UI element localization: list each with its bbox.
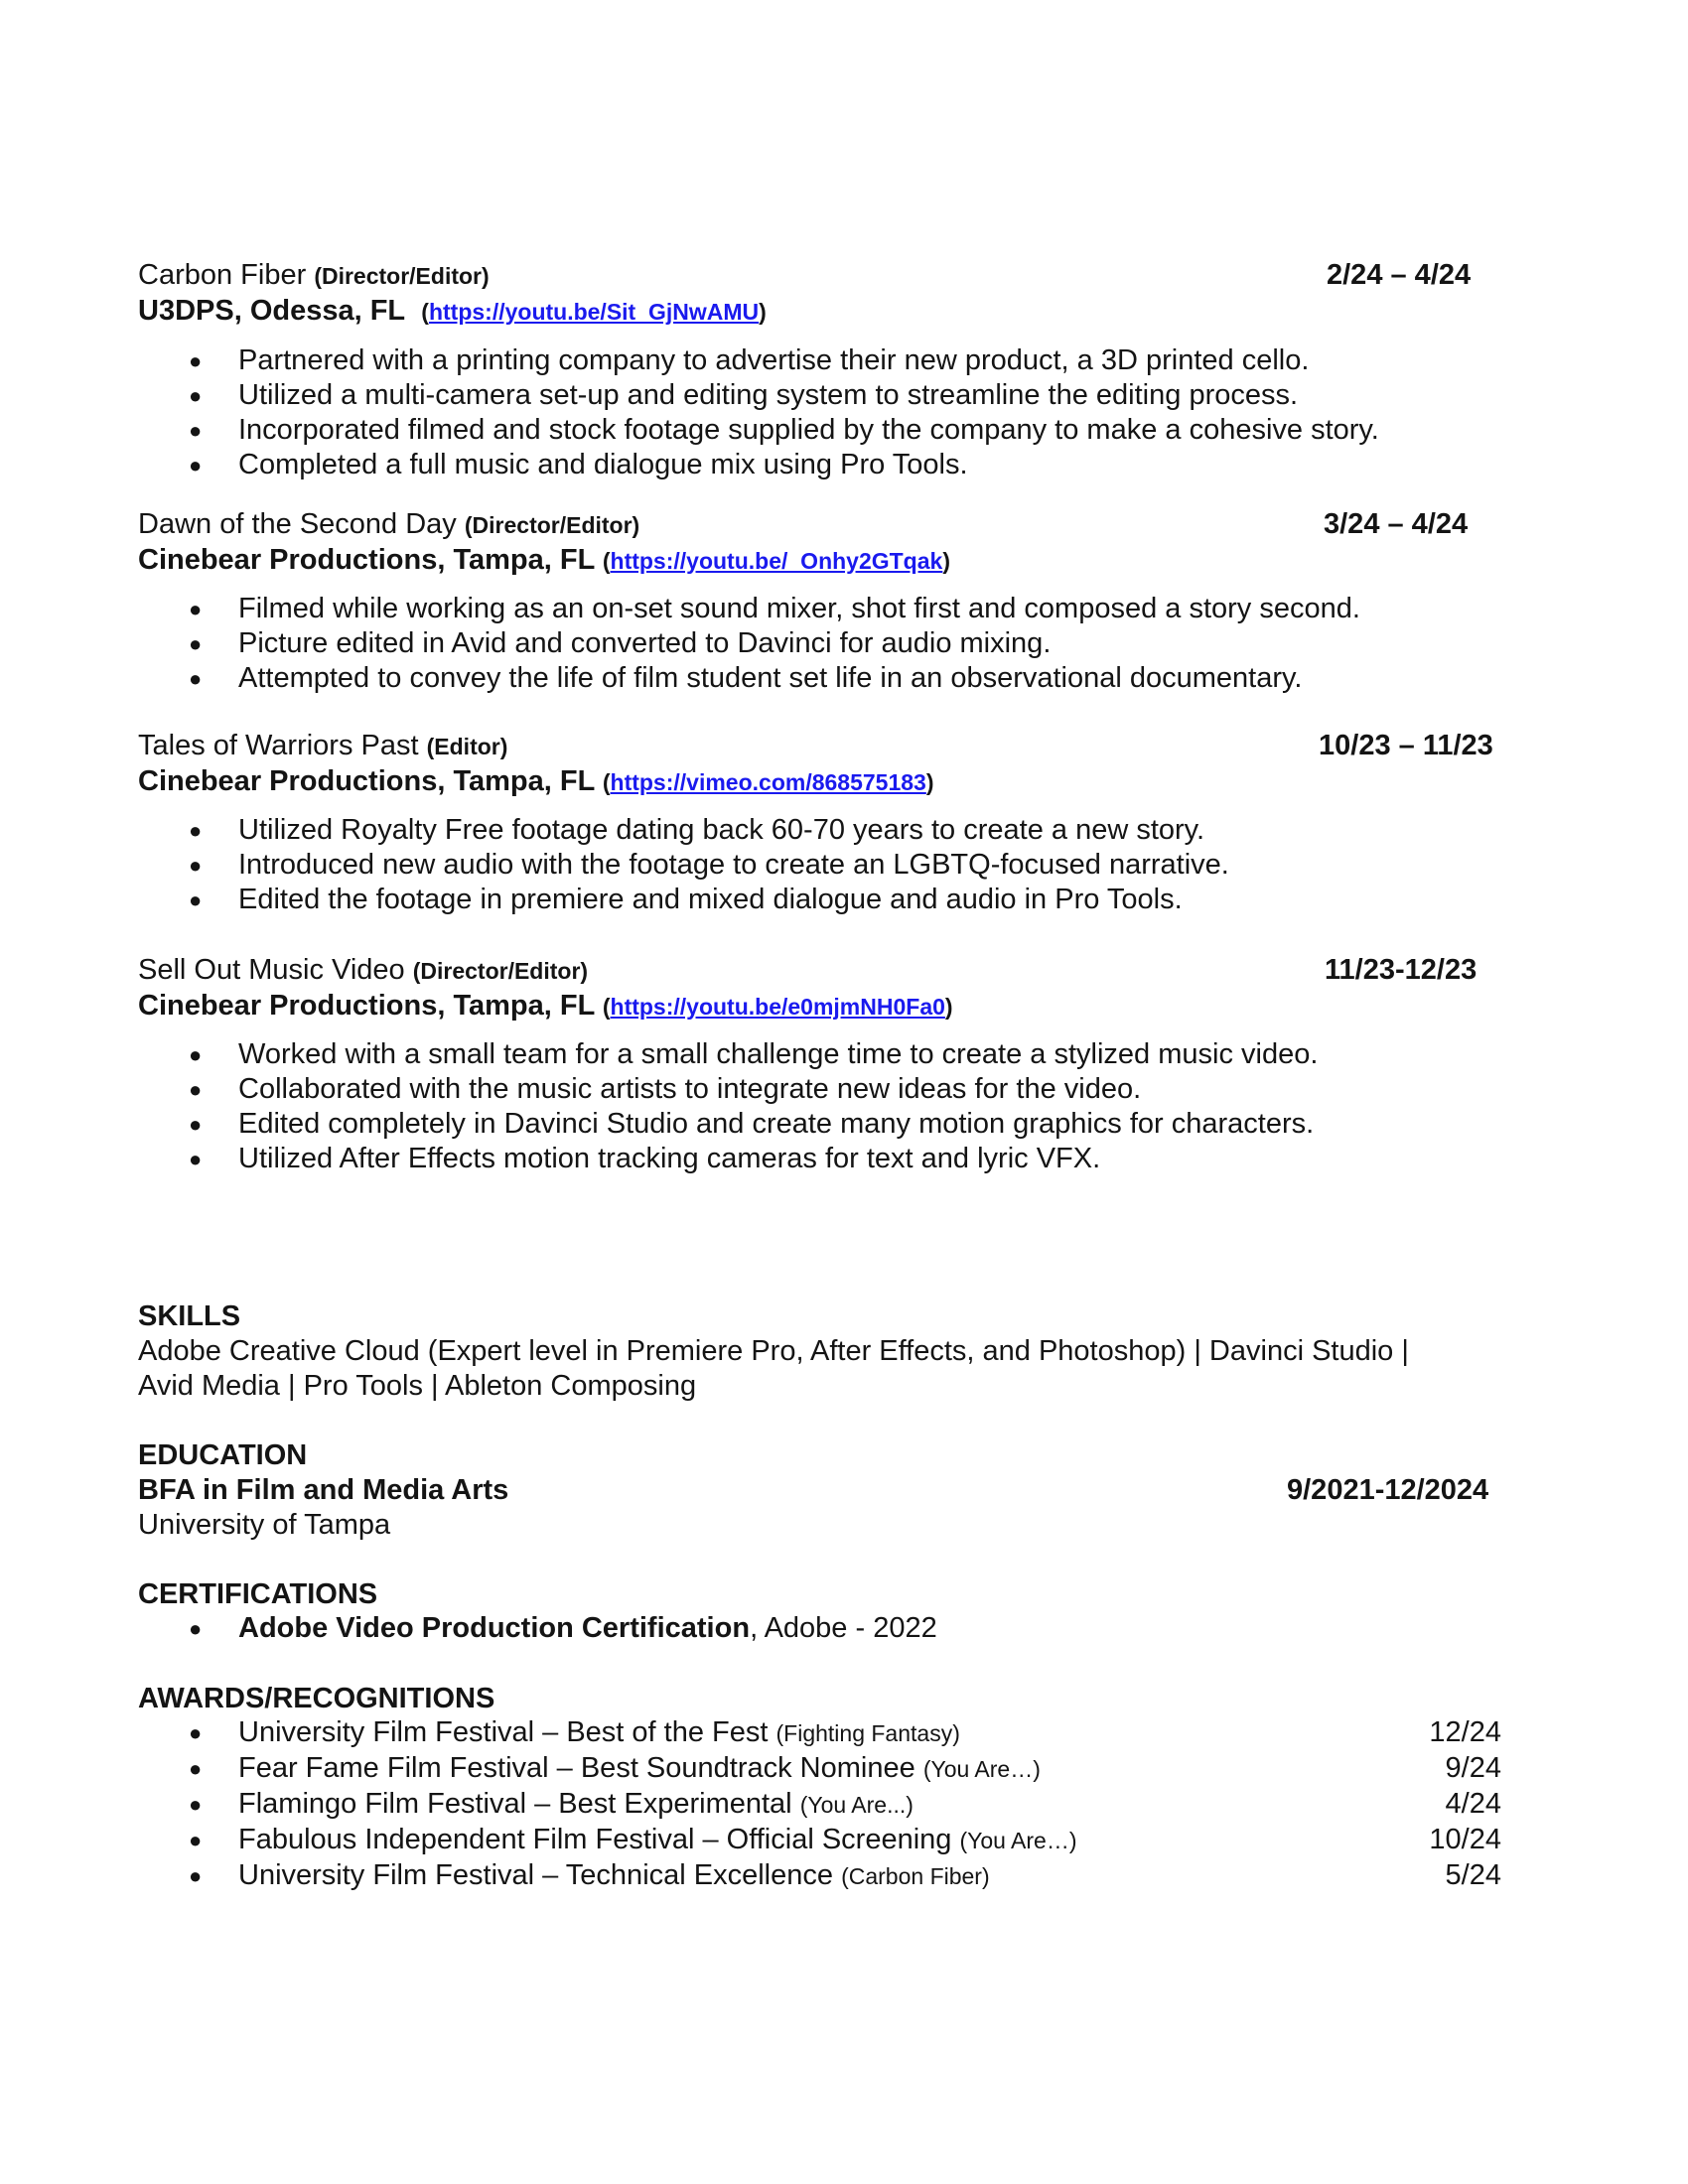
award-date: 4/24	[1445, 1788, 1501, 1820]
project-bullets	[189, 1037, 1318, 1176]
project-dates: 11/23-12/23	[1325, 954, 1477, 986]
project-bullets	[189, 343, 1379, 482]
awards-heading: AWARDS/RECOGNITIONS	[138, 1683, 495, 1714]
project-name: Tales of Warriors Past	[138, 730, 419, 761]
list-item: ● University Film Festival – Technical Excellence (Carbon Fiber) 5/24	[189, 1859, 1501, 1891]
company-name: Cinebear Productions, Tampa, FL	[138, 990, 595, 1022]
award-name: Fear Fame Film Festival – Best Soundtrack Nominee	[238, 1752, 915, 1784]
school-name: University of Tampa	[138, 1509, 391, 1541]
list-item: ● Adobe Video Production Certification, Adobe - 2022	[189, 1612, 937, 1644]
certification-detail: , Adobe - 2022	[750, 1612, 937, 1644]
award-work: (You Are…)	[959, 1828, 1077, 1853]
certification-list	[189, 1611, 937, 1646]
project-name: Sell Out Music Video	[138, 954, 405, 986]
project-title	[138, 257, 490, 294]
project-company: Cinebear Productions, Tampa, FL (https://vimeo.com/868575183)	[138, 765, 934, 797]
project-company: Cinebear Productions, Tampa, FL (https://youtu.be/_Onhy2GTqak)	[138, 544, 950, 576]
skills-line: Avid Media | Pro Tools | Ableton Composing	[138, 1370, 697, 1402]
list-item: ● Filmed while working as an on-set sound mixer, shot first and composed a story second.	[189, 593, 1360, 624]
skills-heading: SKILLS	[138, 1300, 241, 1332]
award-work: (You Are…)	[922, 1756, 1041, 1782]
project-link[interactable]: https://youtu.be/Sit_GjNwAMU	[428, 299, 760, 325]
award-work: (Fighting Fantasy)	[775, 1720, 960, 1746]
project-company: U3DPS, Odessa, FL (https://youtu.be/Sit_GjNwAMU)	[138, 295, 767, 327]
project-role: (Director/Editor)	[412, 958, 589, 984]
project-dates: 3/24 – 4/24	[1324, 508, 1469, 540]
education-heading: EDUCATION	[138, 1439, 308, 1471]
list-item: ● Incorporated filmed and stock footage supplied by the company to make a cohesive story.	[189, 414, 1379, 446]
project-title	[138, 952, 588, 989]
list-item: ● Partnered with a printing company to advertise their new product, a 3D printed cello.	[189, 344, 1310, 376]
project-dates: 2/24 – 4/24	[1327, 259, 1472, 291]
company-name: U3DPS, Odessa, FL	[138, 295, 406, 327]
education-dates: 9/2021-12/2024	[1287, 1474, 1489, 1506]
list-item: ● Flamingo Film Festival – Best Experimental (You Are...) 4/24	[189, 1788, 1501, 1820]
project-bullets	[189, 813, 1229, 917]
list-item: ● Utilized After Effects motion tracking cameras for text and lyric VFX.	[189, 1143, 1101, 1174]
awards-list	[189, 1715, 1501, 1894]
list-item: ● Edited completely in Davinci Studio and create many motion graphics for characters.	[189, 1108, 1315, 1140]
project-name: Dawn of the Second Day	[138, 508, 457, 540]
award-name: Flamingo Film Festival – Best Experimental	[238, 1788, 792, 1820]
award-name: University Film Festival – Technical Excellence	[238, 1859, 834, 1891]
list-item: ● Introduced new audio with the footage to create an LGBTQ-focused narrative.	[189, 849, 1229, 881]
company-name: Cinebear Productions, Tampa, FL	[138, 544, 595, 576]
award-date: 5/24	[1445, 1859, 1501, 1891]
project-title	[138, 506, 639, 543]
list-item: ● Collaborated with the music artists to integrate new ideas for the video.	[189, 1073, 1142, 1105]
project-dates: 10/23 – 11/23	[1319, 730, 1493, 761]
list-item: ● Fabulous Independent Film Festival – Official Screening (You Are…) 10/24	[189, 1824, 1501, 1855]
skills-line: Adobe Creative Cloud (Expert level in Premiere Pro, After Effects, and Photoshop) | Davinci Studio |	[138, 1335, 1409, 1367]
degree-title: BFA in Film and Media Arts	[138, 1474, 509, 1506]
list-item: ● Attempted to convey the life of film student set life in an observational documentary.	[189, 662, 1303, 694]
project-company: Cinebear Productions, Tampa, FL (https://youtu.be/e0mjmNH0Fa0)	[138, 990, 953, 1022]
award-work: (You Are...)	[799, 1792, 914, 1818]
certifications-heading: CERTIFICATIONS	[138, 1578, 378, 1610]
project-link[interactable]: https://vimeo.com/868575183	[610, 769, 926, 795]
list-item: ● University Film Festival – Best of the Fest (Fighting Fantasy) 12/24	[189, 1716, 1501, 1748]
award-date: 10/24	[1429, 1824, 1501, 1855]
list-item: ● Fear Fame Film Festival – Best Soundtrack Nominee (You Are…) 9/24	[189, 1752, 1501, 1784]
project-bullets	[189, 592, 1360, 696]
project-role: (Director/Editor)	[464, 512, 640, 538]
award-name: Fabulous Independent Film Festival – Official Screening	[238, 1824, 952, 1855]
list-item: ● Completed a full music and dialogue mix using Pro Tools.	[189, 449, 968, 480]
project-link[interactable]: https://youtu.be/e0mjmNH0Fa0	[610, 994, 945, 1020]
list-item: ● Utilized a multi-camera set-up and editing system to streamline the editing process.	[189, 379, 1299, 411]
company-name: Cinebear Productions, Tampa, FL	[138, 765, 595, 797]
project-role: (Editor)	[426, 734, 508, 759]
project-title	[138, 728, 507, 764]
list-item: ● Worked with a small team for a small challenge time to create a stylized music video.	[189, 1038, 1319, 1070]
project-link[interactable]: https://youtu.be/_Onhy2GTqak	[610, 548, 943, 574]
list-item: ● Picture edited in Avid and converted to Davinci for audio mixing.	[189, 627, 1052, 659]
project-name: Carbon Fiber	[138, 259, 307, 291]
list-item: ● Utilized Royalty Free footage dating back 60-70 years to create a new story.	[189, 814, 1205, 846]
award-date: 12/24	[1429, 1716, 1501, 1748]
award-work: (Carbon Fiber)	[841, 1863, 990, 1889]
project-role: (Director/Editor)	[314, 263, 490, 289]
award-name: University Film Festival – Best of the Fest	[238, 1716, 769, 1748]
list-item: ● Edited the footage in premiere and mixed dialogue and audio in Pro Tools.	[189, 884, 1183, 915]
certification-name: Adobe Video Production Certification	[238, 1612, 751, 1644]
award-date: 9/24	[1445, 1752, 1501, 1784]
